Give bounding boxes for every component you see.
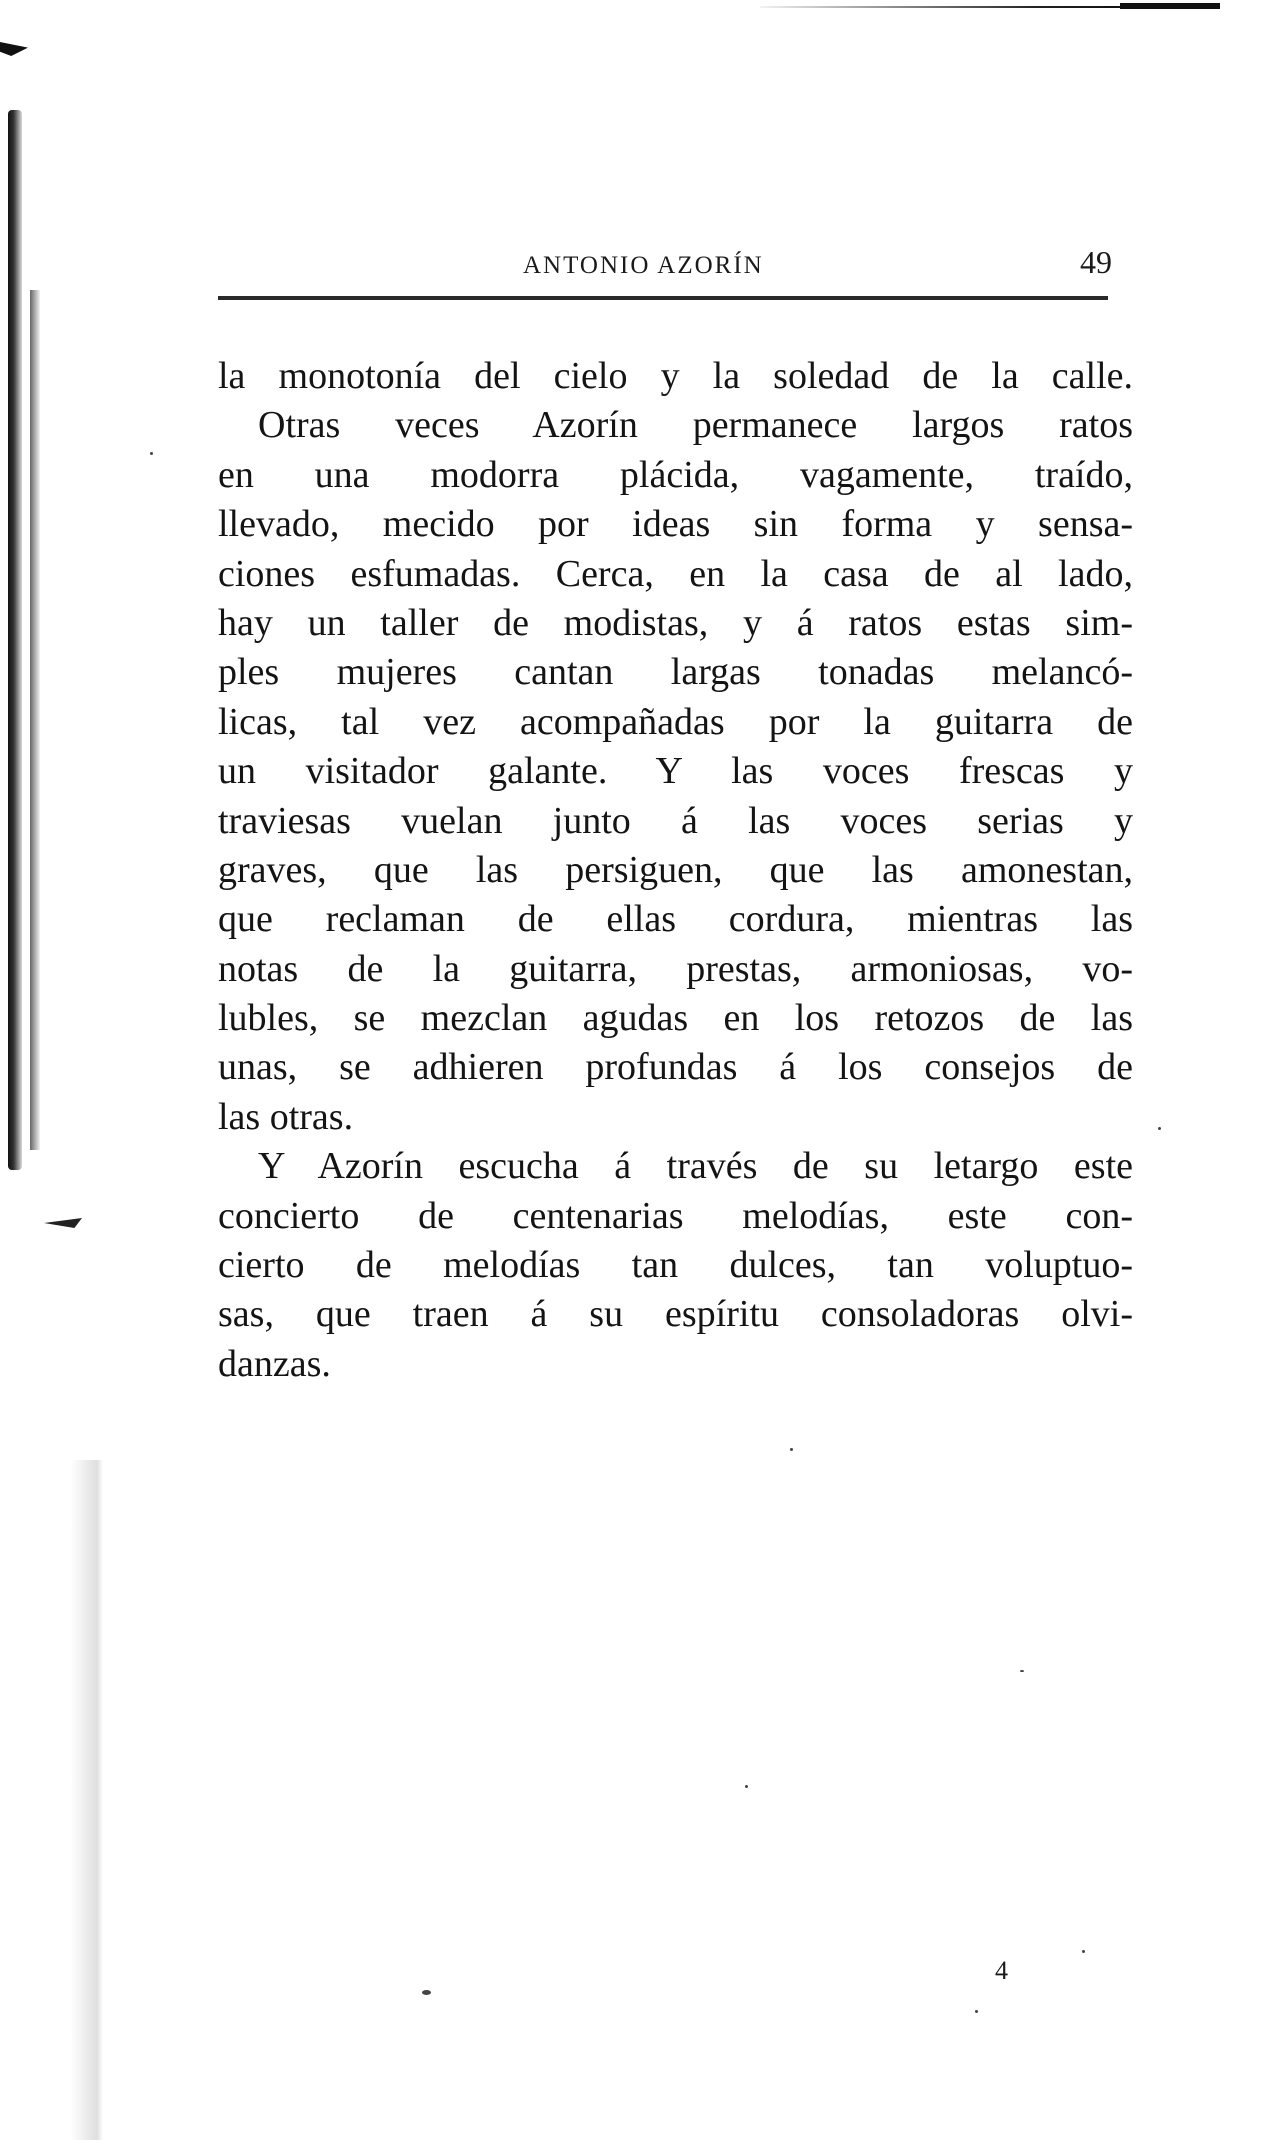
text-line: Otras veces Azorín permanece largos ratos — [258, 404, 1133, 447]
text-line: llevado, mecido por ideas sin forma y sensa- — [218, 503, 1133, 546]
text-line: Y Azorín escucha á través de su letargo este — [258, 1145, 1133, 1188]
page-number: 49 — [1080, 244, 1112, 280]
scan-speck — [790, 1448, 793, 1451]
running-header — [218, 244, 1120, 290]
text-line: danzas. — [218, 1342, 331, 1385]
scan-speck — [1158, 1127, 1161, 1130]
body-text — [218, 352, 1133, 1389]
scan-edge-mark — [1120, 3, 1220, 9]
text-line: hay un taller de modistas, y á ratos estas sim- — [218, 601, 1133, 644]
scan-speck — [745, 1785, 748, 1788]
binding-edge-shadow — [30, 290, 40, 1150]
scan-speck — [975, 2010, 978, 2013]
text-line: traviesas vuelan junto á las voces serias y — [218, 799, 1133, 842]
text-line: sas, que traen á su espíritu consoladoras olvi- — [218, 1293, 1133, 1336]
scan-speck — [1082, 1950, 1085, 1953]
text-line: en una modorra plácida, vagamente, traído, — [218, 453, 1133, 496]
margin-specks — [70, 1460, 130, 2140]
text-line: las otras. — [218, 1095, 354, 1138]
text-line: notas de la guitarra, prestas, armoniosas, vo- — [218, 947, 1133, 990]
signature-mark: 4 — [995, 1956, 1008, 1985]
text-line: que reclaman de ellas cordura, mientras las — [218, 898, 1133, 941]
scan-speck — [150, 452, 153, 455]
text-line: ples mujeres cantan largas tonadas melancó- — [218, 651, 1133, 694]
running-title: ANTONIO AZORÍN — [523, 252, 764, 279]
scan-speck — [422, 1990, 431, 1995]
text-line: unas, se adhieren profundas á los consejos de — [218, 1046, 1133, 1089]
text-line: un visitador galante. Y las voces frescas y — [218, 750, 1133, 793]
binding-shadow — [0, 110, 60, 1310]
binding-edge — [8, 110, 22, 1170]
text-line: la monotonía del cielo y la soledad de la calle. — [218, 355, 1133, 397]
scan-corner-mark — [0, 42, 28, 56]
text-line: graves, que las persiguen, que las amonestan, — [218, 848, 1133, 891]
text-line: licas, tal vez acompañadas por la guitarra de — [218, 700, 1133, 743]
text-line: lubles, se mezclan agudas en los retozos de las — [218, 997, 1133, 1040]
text-line: cierto de melodías tan dulces, tan voluptuo- — [218, 1244, 1133, 1287]
header-rule — [218, 296, 1108, 300]
text-line: ciones esfumadas. Cerca, en la casa de al lado, — [218, 552, 1133, 595]
scan-speck — [1020, 1670, 1024, 1672]
text-line: concierto de centenarias melodías, este con- — [218, 1194, 1133, 1237]
